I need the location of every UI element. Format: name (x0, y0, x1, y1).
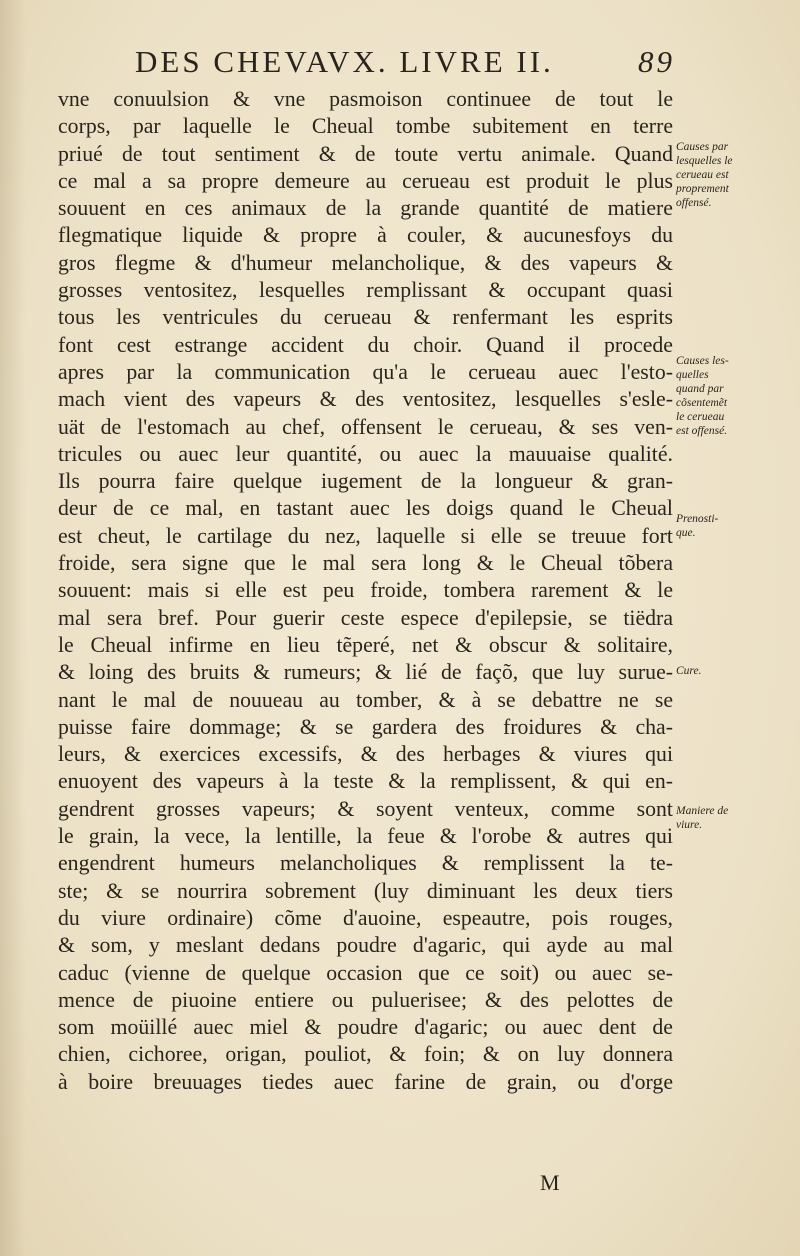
margin-note-line: quelles (676, 369, 709, 381)
text-line: uät de l'estomach au chef, offensent le cerueau, & ses ven- (58, 414, 673, 439)
text-line: nant le mal de nouueau au tomber, & à se debattre ne se (58, 687, 673, 712)
page-gutter-shadow (0, 0, 26, 1256)
text-line: tous les ventricules du cerueau & renfermant les esprits (58, 305, 673, 330)
margin-note-line: Causes les- (676, 355, 729, 367)
text-line: & som, y meslant dedans poudre d'agaric, qui ayde au mal (58, 933, 673, 958)
margin-note-line: Causes par (676, 141, 729, 153)
text-line: caduc (vienne de quelque occasion que ce soit) ou auec se- (58, 960, 673, 985)
text-line: tricules ou auec leur quantité, ou auec la mauuaise qualité. (58, 441, 673, 466)
folio-number: 89 (638, 44, 675, 79)
margin-note-line: Cure. (676, 665, 702, 677)
margin-note-line: Prenosti- (676, 513, 719, 525)
margin-note-line: viure. (676, 819, 703, 831)
text-line: vne conuulsion & vne pasmoison continuee de tout le (58, 87, 673, 111)
text-line: font cest estrange accident du choir. Quand il procede (58, 332, 673, 357)
text-line: est cheut, le cartilage du nez, laquelle si elle se treuue fort (58, 523, 673, 548)
margin-note (676, 664, 788, 678)
text-line: deur de ce mal, en tastant auec les doigs quand le Cheual (58, 496, 673, 521)
running-title: DES CHEVAVX. LIVRE II. (135, 44, 554, 79)
text-line: le grain, la vece, la lentille, la feue & l'orobe & autres qui (58, 824, 673, 849)
text-line: leurs, & exercices excessifs, & des herbages & viures qui (58, 742, 673, 767)
text-line: enuoyent des vapeurs à la teste & la remplissent, & qui en- (58, 769, 673, 794)
margin-note-line: le cerueau (676, 411, 725, 423)
margin-note-line: Maniere de (676, 805, 729, 817)
margin-note-line: est offensé. (676, 425, 728, 437)
body-text (58, 86, 673, 1096)
margin-note (676, 512, 788, 540)
text-line: puisse faire dommage; & se gardera des froidures & cha- (58, 714, 673, 739)
text-line: gros flegme & d'humeur melancholique, & des vapeurs & (58, 250, 673, 275)
margin-note-line: cerueau est (676, 169, 729, 181)
margin-note (676, 804, 788, 832)
page-header (135, 44, 675, 84)
text-line: engendrent humeurs melancholiques & remplissent la te- (58, 851, 673, 876)
text-line: chien, cichoree, origan, pouliot, & foin; & on luy donnera (58, 1042, 673, 1067)
text-line: souuent en ces animaux de la grande quantité de matiere (58, 196, 673, 221)
margin-note-line: cõsentemẽt (676, 397, 728, 409)
text-line: le Cheual infirme en lieu tẽperé, net & obscur & solitaire, (58, 632, 673, 657)
text-line: apres par la communication qu'a le cerueau auec l'esto- (58, 359, 673, 384)
text-line: du viure ordinaire) cõme d'auoine, espeautre, pois rouges, (58, 905, 673, 930)
text-line: mence de piuoine entiere ou puluerisee; & des pelottes de (58, 987, 673, 1012)
text-line: ste; & se nourrira sobrement (luy diminuant les deux tiers (58, 878, 673, 903)
text-line: Ils pourra faire quelque iugement de la longueur & gran- (58, 469, 673, 494)
margin-note-line: proprement (676, 183, 729, 195)
signature-mark: M (540, 1170, 560, 1195)
text-line: & loing des bruits & rumeurs; & lié de façõ, que luy surue- (58, 660, 673, 685)
text-line: mal sera bref. Pour guerir ceste espece d'epilepsie, se tiëdra (58, 605, 673, 630)
margin-note-line: quand par (676, 383, 724, 395)
text-line: grosses ventositez, lesquelles remplissant & occupant quasi (58, 278, 673, 303)
text-line: à boire breuuages tiedes auec farine de grain, ou d'orge (58, 1069, 673, 1094)
margin-note (676, 354, 788, 438)
text-line: som moüillé auec miel & poudre d'agaric; ou auec dent de (58, 1015, 673, 1040)
margin-note-line: lesquelles le (676, 155, 733, 167)
text-line: mach vient des vapeurs & des ventositez, lesquelles s'esle- (58, 387, 673, 412)
text-line: souuent: mais si elle est peu froide, tombera rarement & le (58, 578, 673, 603)
text-line: priué de tout sentiment & de toute vertu animale. Quand (58, 141, 673, 166)
text-line: gendrent grosses vapeurs; & soyent venteux, comme sont (58, 796, 673, 821)
text-line: froide, sera signe que le mal sera long & le Cheual tõbera (58, 551, 673, 576)
margin-note-line: offensé. (676, 197, 712, 209)
margin-note-line: que. (676, 527, 696, 539)
text-line: ce mal a sa propre demeure au cerueau est produit le plus (58, 168, 673, 193)
text-line: flegmatique liquide & propre à couler, & aucunesfoys du (58, 223, 673, 248)
margin-note (676, 140, 788, 210)
text-line: corps, par laquelle le Cheual tombe subitement en terre (58, 114, 673, 139)
